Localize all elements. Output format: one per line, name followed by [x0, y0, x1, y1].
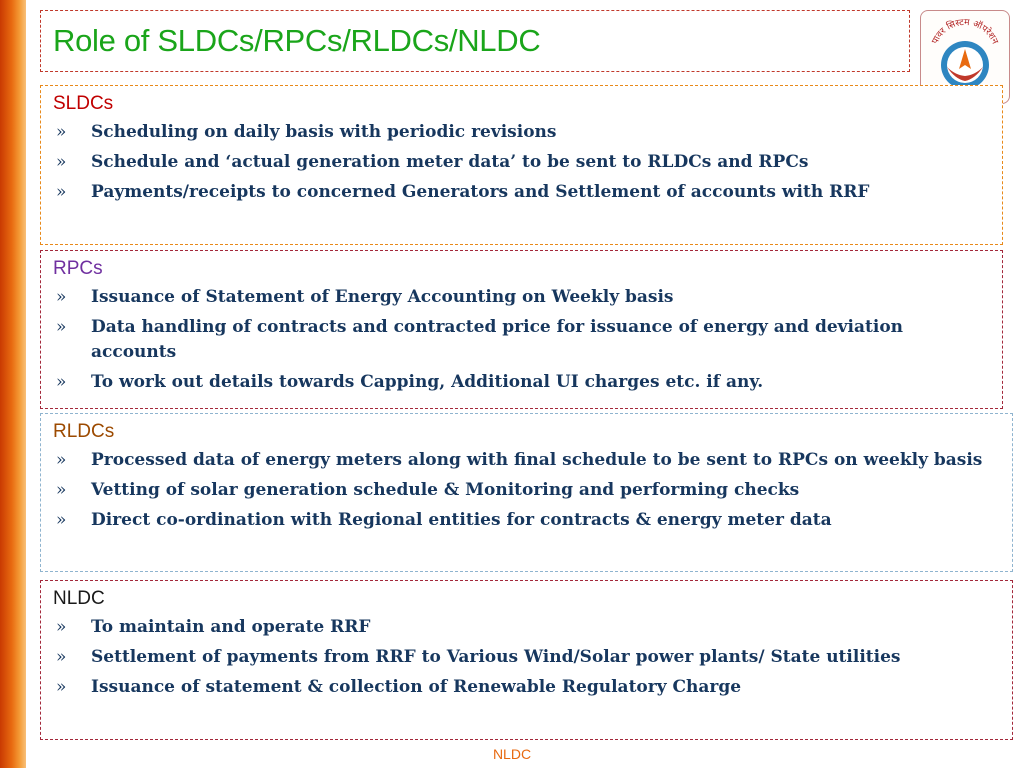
rpc-heading: RPCs	[53, 258, 103, 279]
rldc-heading: RLDCs	[53, 421, 115, 442]
list-item	[53, 180, 990, 205]
nldc-list	[53, 615, 1000, 700]
nldc-section	[40, 580, 1013, 740]
list-item-text: Data handling of contracts and contracted price for issuance of energy and deviation accounts	[91, 317, 904, 362]
sldc-heading: SLDCs	[53, 93, 114, 114]
logo-text: पावर सिस्टम ऑपरेशन	[930, 17, 1000, 46]
list-item-text: Processed data of energy meters along with final schedule to be sent to RPCs on weekly basis	[91, 450, 983, 470]
list-item	[53, 448, 1000, 473]
list-item-text: Issuance of statement & collection of Renewable Regulatory Charge	[91, 677, 742, 697]
bullet-icon: »	[56, 480, 67, 500]
list-item-text: To work out details towards Capping, Additional UI charges etc. if any.	[91, 372, 764, 392]
list-item	[53, 675, 1000, 700]
list-item	[53, 315, 990, 365]
list-item-text: Scheduling on daily basis with periodic revisions	[91, 122, 557, 142]
bullet-icon: »	[56, 450, 67, 470]
bullet-icon: »	[56, 510, 67, 530]
list-item	[53, 150, 990, 175]
list-item	[53, 120, 990, 145]
list-item-text: To maintain and operate RRF	[91, 617, 371, 637]
list-item	[53, 645, 1000, 670]
sldc-list	[53, 120, 990, 205]
slide-title: Role of SLDCs/RPCs/RLDCs/NLDC	[53, 23, 541, 58]
list-item	[53, 370, 990, 395]
bullet-icon: »	[56, 647, 67, 667]
list-item-text: Schedule and ‘actual generation meter data’ to be sent to RLDCs and RPCs	[91, 152, 809, 172]
list-item-text: Direct co-ordination with Regional entities for contracts & energy meter data	[91, 510, 832, 530]
bullet-icon: »	[56, 287, 67, 307]
rldc-section	[40, 413, 1013, 572]
left-accent-bar	[0, 0, 26, 768]
list-item-text: Settlement of payments from RRF to Various Wind/Solar power plants/ State utilities	[91, 647, 901, 667]
sldc-section	[40, 85, 1003, 245]
bullet-icon: »	[56, 122, 67, 142]
bullet-icon: »	[56, 152, 67, 172]
list-item	[53, 285, 990, 310]
bullet-icon: »	[56, 677, 67, 697]
list-item-text: Payments/receipts to concerned Generators and Settlement of accounts with RRF	[91, 182, 870, 202]
rldc-list	[53, 448, 1000, 533]
list-item	[53, 508, 1000, 533]
title-box	[40, 10, 910, 72]
bullet-icon: »	[56, 372, 67, 392]
nldc-heading: NLDC	[53, 588, 105, 609]
bullet-icon: »	[56, 617, 67, 637]
list-item-text: Issuance of Statement of Energy Accounting on Weekly basis	[91, 287, 674, 307]
list-item	[53, 478, 1000, 503]
rpc-section	[40, 250, 1003, 409]
list-item	[53, 615, 1000, 640]
bullet-icon: »	[56, 317, 67, 337]
slide-footer: NLDC	[492, 746, 532, 762]
bullet-icon: »	[56, 182, 67, 202]
rpc-list	[53, 285, 990, 395]
list-item-text: Vetting of solar generation schedule & Monitoring and performing checks	[91, 480, 800, 500]
